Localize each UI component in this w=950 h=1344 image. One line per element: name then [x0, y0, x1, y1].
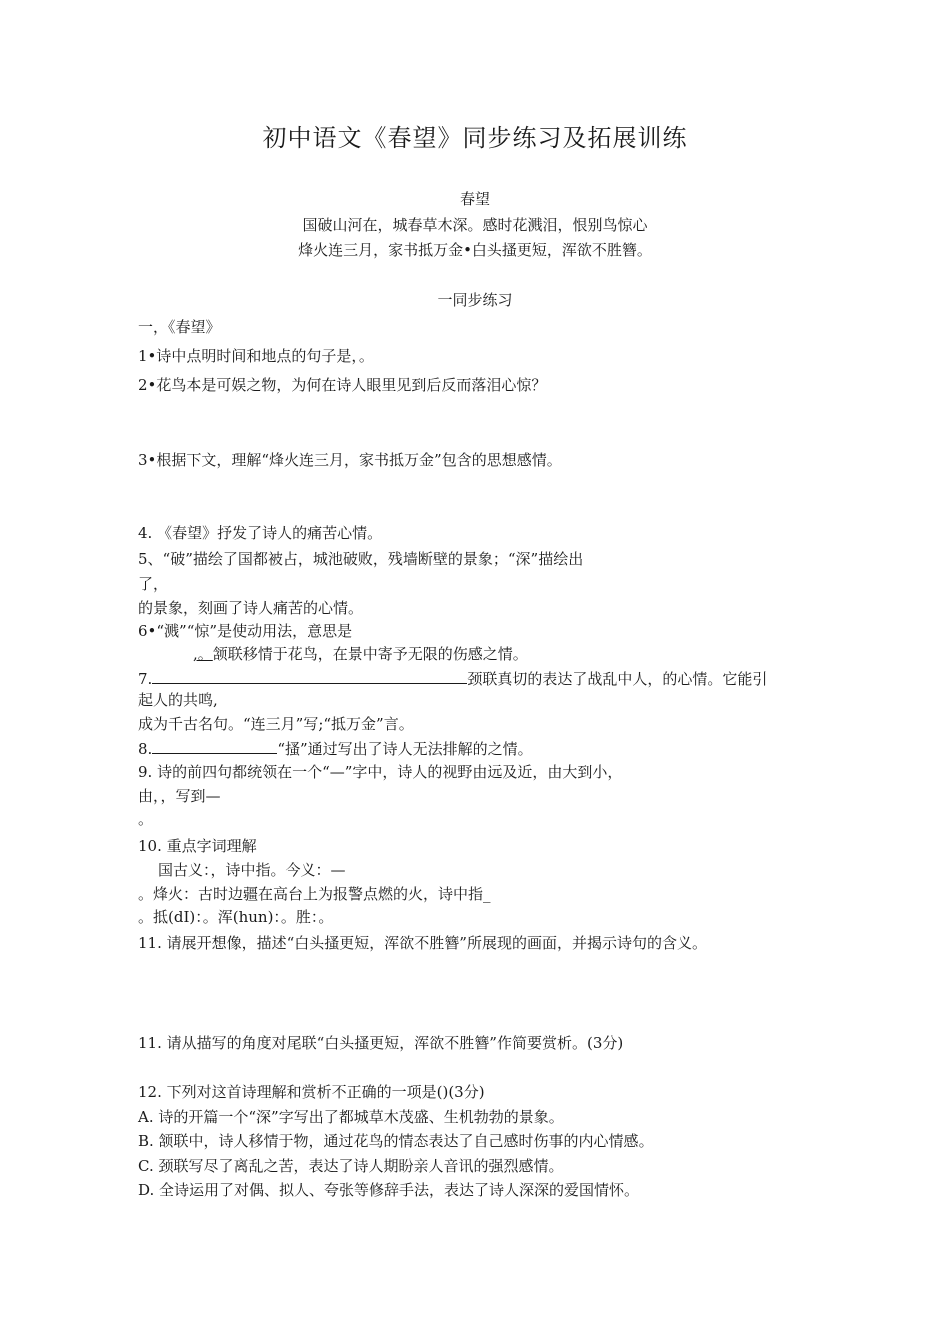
option-c: C. 颈联写尽了离乱之苦，表达了诗人期盼亲人音讯的强烈感情。 [138, 1157, 564, 1175]
poem-heading: 春望 [459, 190, 490, 208]
question-7-line-3: 成为千古名句。“连三月”写;“抵万金”言。 [138, 715, 414, 733]
question-6-text: 颔联移情于花鸟，在景中寄予无限的伤感之情。 [212, 645, 528, 663]
option-d: D. 全诗运用了对偶、拟人、夸张等修辞手法，表达了诗人深深的爱国情怀。 [138, 1181, 640, 1199]
section-heading: 一同步练习 [437, 291, 513, 309]
question-8-blank [152, 737, 277, 754]
question-7-text: 颈联真切的表达了战乱中人，的心情。它能引 [467, 670, 768, 688]
question-8 [138, 737, 533, 759]
question-9-line-1: 9. 诗的前四句都统领在一个“—”字中，诗人的视野由远及近，由大到小， [138, 763, 623, 781]
question-5-line-2: 了， [138, 575, 169, 593]
question-12: 12. 下列对这首诗理解和赏析不正确的一项是()(3分) [138, 1083, 485, 1101]
question-10-line-1: 国古义：，诗中指。今义：— [158, 861, 346, 879]
question-6-line-2 [193, 643, 528, 664]
question-9-line-3: 。 [138, 810, 154, 828]
question-8-text: “搔”通过写出了诗人无法排解的之情。 [277, 740, 533, 758]
option-b: B. 颔联中，诗人移情于物，通过花鸟的情态表达了自己感时伤事的内心情感。 [138, 1132, 654, 1150]
question-6-line-1: 6•“溅”“惊”是使动用法，意思是 [138, 622, 353, 640]
question-10-title: 10. 重点字词理解 [138, 837, 257, 855]
question-5-line-1: 5、“破”描绘了国都被占，城池破败，残墙断壁的景象；“深”描绘出 [138, 550, 584, 568]
question-11b: 11. 请从描写的角度对尾联“白头搔更短，浑欲不胜簪”作简要赏析。(3分) [138, 1034, 624, 1052]
poem-line-2: 烽火连三月，家书抵万金•白头搔更短，浑欲不胜簪。 [298, 241, 652, 259]
question-9-line-2: 由，，写到— [138, 787, 221, 805]
question-8-number: 8. [138, 740, 153, 758]
question-4: 4. 《春望》抒发了诗人的痛苦心情。 [138, 524, 383, 542]
question-2: 2•花鸟本是可娱之物，为何在诗人眼里见到后反而落泪心惊？ [138, 376, 547, 394]
question-7-number: 7. [138, 670, 153, 688]
question-5-line-3: 的景象，刻画了诗人痛苦的心情。 [138, 599, 364, 617]
part-label: 一，《春望》 [138, 318, 221, 336]
question-6-blank: ,。 [193, 645, 213, 663]
question-11a: 11. 请展开想像，描述“白头搔更短，浑欲不胜簪”所展现的画面，并揭示诗句的含义。 [138, 934, 707, 952]
option-a: A. 诗的开篇一个“深”字写出了都城草木茂盛、生机勃勃的景象。 [138, 1108, 564, 1126]
question-7-line-2: 起人的共鸣, [138, 691, 218, 709]
document-title: 初中语文《春望》同步练习及拓展训练 [262, 124, 688, 152]
question-7-line-1 [138, 667, 767, 689]
question-1: 1•诗中点明时间和地点的句子是，。 [138, 347, 374, 365]
question-10-line-2: 。烽火：古时边疆在高台上为报警点燃的火，诗中指_ [138, 885, 491, 903]
poem-line-1: 国破山河在，城春草木深。感时花溅泪，恨别鸟惊心 [302, 216, 648, 234]
question-3: 3•根据下文，理解“烽火连三月，家书抵万金”包含的思想感情。 [138, 451, 562, 469]
question-10-line-3: 。抵(dI)：。浑(hun)：。胜：。 [138, 908, 334, 926]
question-7-blank [152, 667, 467, 684]
